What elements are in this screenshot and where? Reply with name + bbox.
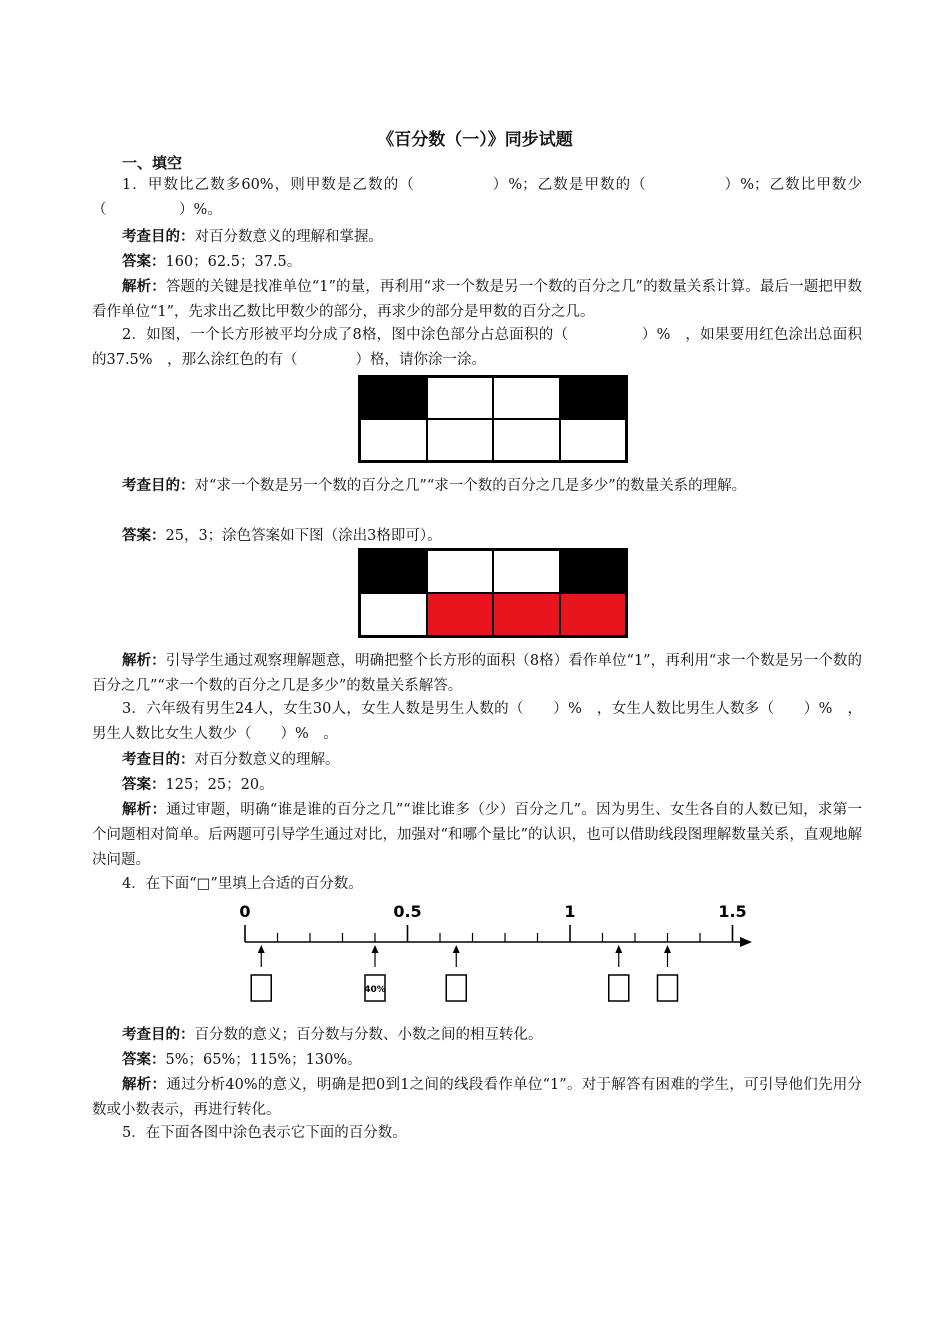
- analysis-text: 引导学生通过观察理解题意，明确把整个长方形的面积（8格）看作单位“1”，再利用“求一个数是另一个数的百分之几”“求一个数的百分之几是多少”的数量关系解答。: [92, 653, 863, 694]
- grid-cell-red: [493, 593, 560, 636]
- analysis-text: 答题的关键是找准单位“1”的量，再利用“求一个数是另一个数的百分之几”的数量关系计算。最后一题把甲数看作单位“1”，先求出乙数比甲数少的部分，再求少的部分是甲数的百分之几。: [92, 279, 863, 320]
- purpose-label: 考查目的：: [122, 1026, 195, 1043]
- grid-cell-white: [360, 593, 427, 636]
- answer-label: 答案：: [122, 527, 166, 544]
- grid-cell-white: [560, 419, 627, 461]
- answer-box: [446, 975, 466, 1001]
- q2-analysis: [92, 648, 862, 699]
- grid-cell-white: [427, 377, 494, 419]
- question-3: 3．六年级有男生24人，女生30人，女生人数是男生人数的（ ）% ，女生人数比男生人数多（ ）% ，男生人数比女生人数少（ ）% 。: [92, 701, 862, 742]
- grid-cell-black: [360, 377, 427, 419]
- purpose-label: 考查目的：: [122, 228, 195, 245]
- tick-label: 0: [239, 902, 251, 921]
- purpose-text: 百分数的意义；百分数与分数、小数之间的相互转化。: [194, 1027, 543, 1043]
- section-heading: 一、填空: [122, 154, 183, 172]
- tick-label: 1.5: [718, 902, 747, 921]
- analysis-label: 解析：: [122, 652, 166, 669]
- q1-purpose: [92, 224, 862, 250]
- pointer-arrowhead: [615, 945, 622, 953]
- number-line-arrowhead: [740, 937, 752, 947]
- analysis-label: 解析：: [122, 801, 167, 818]
- number-line-figure: [230, 895, 760, 1015]
- answer-text: 160；62.5；37.5。: [165, 254, 302, 270]
- q3-answer: [92, 772, 862, 798]
- grid-cell-white: [360, 419, 427, 461]
- answer-label: 答案：: [122, 776, 166, 793]
- analysis-text: 通过审题，明确“谁是谁的百分之几”“谁比谁多（少）百分之几”。因为男生、女生各自的人数已知，求第一个问题相对简单。后两题可引导学生通过对比，加强对“和哪个量比”的认识，也可以借助线段图理解数量关系，直观地解决问题。: [92, 802, 863, 868]
- grid-cell-white: [493, 377, 560, 419]
- tick-label: 0.5: [393, 902, 422, 921]
- purpose-text: 对“求一个数是另一个数的百分之几”“求一个数的百分之几是多少”的数量关系的理解。: [194, 478, 747, 494]
- rectangle-grid-answer: [358, 548, 628, 638]
- pointer-arrowhead: [372, 945, 379, 953]
- grid-cell-white: [427, 419, 494, 461]
- purpose-text: 对百分数意义的理解和掌握。: [194, 229, 383, 245]
- purpose-label: 考查目的：: [122, 477, 195, 494]
- answer-box: [251, 975, 271, 1001]
- page-title: 《百分数（一）》同步试题: [377, 130, 573, 150]
- answer-box: [609, 975, 629, 1001]
- purpose-label: 考查目的：: [122, 751, 195, 768]
- q3-analysis: [92, 797, 862, 873]
- grid-cell-black: [360, 550, 427, 593]
- tick-label: 1: [564, 902, 576, 921]
- grid-cell-white: [493, 419, 560, 461]
- analysis-text: 通过分析40%的意义，明确是把0到1之间的线段看作单位“1”。对于解答有困难的学生，可引导他们先用分数或小数表示，再进行转化。: [92, 1077, 863, 1118]
- q1-analysis: [92, 274, 862, 325]
- grid-cell-black: [560, 550, 627, 593]
- q1-answer: [92, 249, 862, 275]
- analysis-label: 解析：: [122, 1076, 167, 1093]
- grid-cell-red: [560, 593, 627, 636]
- grid-cell-black: [560, 377, 627, 419]
- question-1: 1．甲数比乙数多60%，则甲数是乙数的（ ）%；乙数是甲数的（ ）%；乙数比甲数少（ ）%。: [92, 177, 862, 218]
- q4-answer: [92, 1047, 862, 1073]
- purpose-text: 对百分数意义的理解。: [194, 752, 340, 768]
- pointer-arrowhead: [453, 945, 460, 953]
- pointer-arrowhead: [664, 945, 671, 953]
- q2-purpose: [92, 473, 862, 499]
- answer-text: 25，3；涂色答案如下图（涂出3格即可）。: [165, 528, 442, 544]
- answer-label: 答案：: [122, 253, 166, 270]
- answer-box: [658, 975, 678, 1001]
- analysis-label: 解析：: [122, 278, 166, 295]
- rectangle-grid-question: [358, 375, 628, 463]
- question-4: 4．在下面“□”里填上合适的百分数。: [122, 876, 363, 892]
- q4-analysis: [92, 1072, 862, 1123]
- q4-purpose: [92, 1022, 862, 1048]
- grid-cell-white: [493, 550, 560, 593]
- q3-purpose: [92, 747, 862, 773]
- answer-text: 5%；65%；115%；130%。: [165, 1052, 362, 1068]
- q2-answer: [92, 523, 862, 549]
- given-answer-label: 40%: [364, 985, 386, 995]
- answer-label: 答案：: [122, 1051, 166, 1068]
- grid-cell-red: [427, 593, 494, 636]
- grid-cell-white: [427, 550, 494, 593]
- answer-text: 125；25；20。: [165, 777, 274, 793]
- question-2: 2．如图，一个长方形被平均分成了8格，图中涂色部分占总面积的（ ）% ，如果要用红色涂出总面积的37.5% ，那么涂红色的有（ ）格，请你涂一涂。: [92, 327, 862, 368]
- pointer-arrowhead: [258, 945, 265, 953]
- question-5: 5．在下面各图中涂色表示它下面的百分数。: [122, 1125, 407, 1141]
